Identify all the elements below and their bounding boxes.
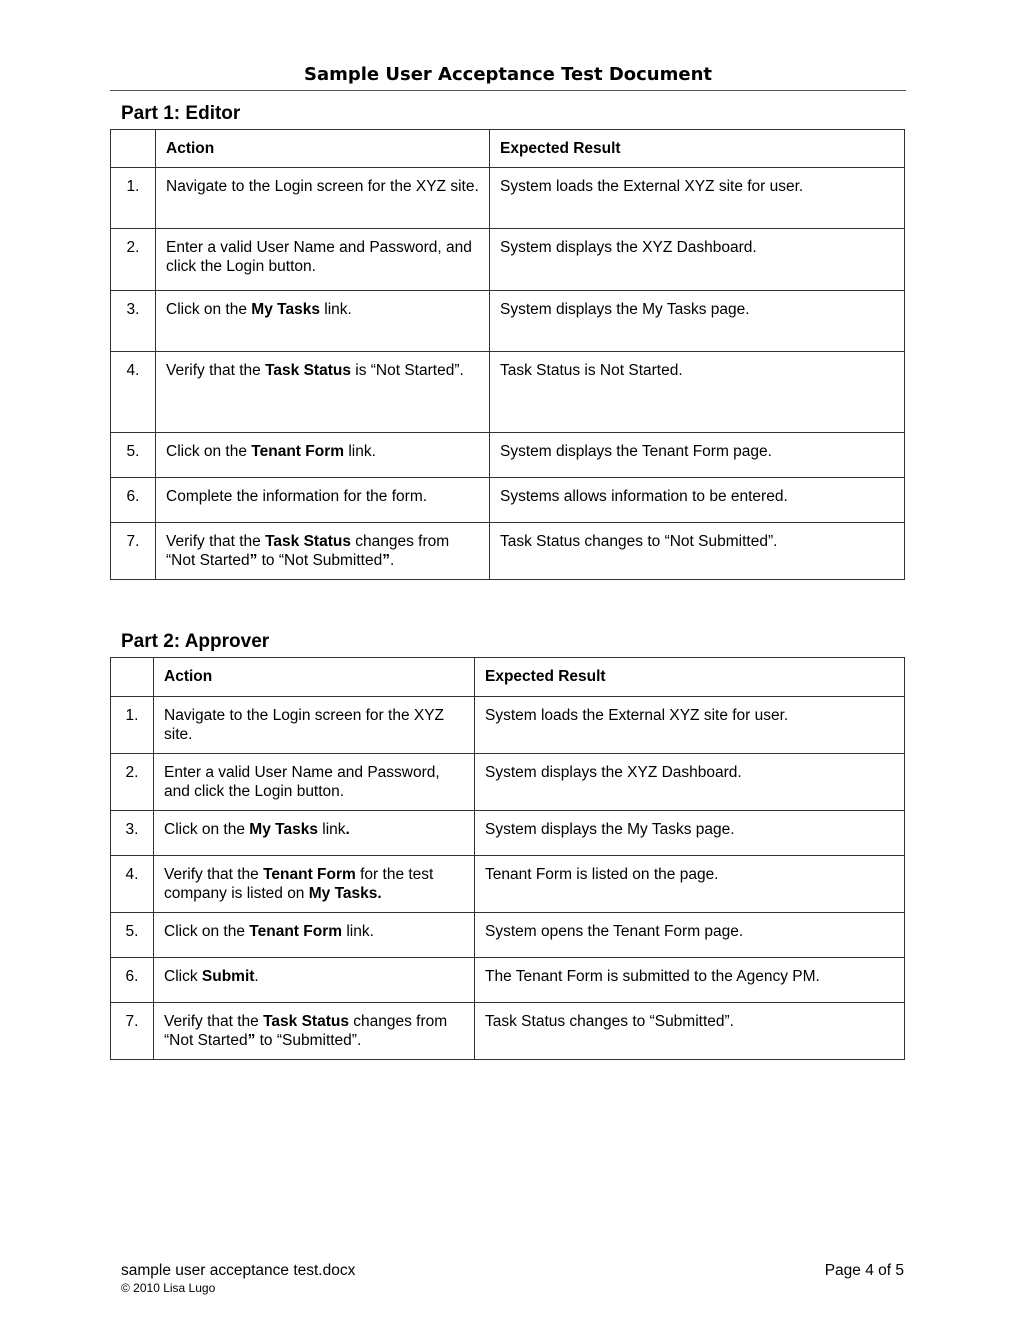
table-row [111,1003,905,1060]
step-number: 7. [111,523,156,580]
number-column-header [111,658,154,697]
step-number: 3. [111,811,154,856]
table-row [111,958,905,1003]
table-row [111,291,905,352]
step-action [156,478,490,523]
part1-table [110,129,905,580]
part1-title: Part 1: Editor [121,103,241,124]
action-text: Complete the information for the form. [166,488,428,505]
action-text: . [254,968,259,985]
expected-result-column-header: Expected Result [490,130,905,168]
step-expected-result: Task Status is Not Started. [490,352,905,433]
action-text: Enter a valid User Name and Password, and click the Login button. [164,764,440,800]
action-text: to “Not Submitted [257,552,383,569]
step-number: 3. [111,291,156,352]
table-row [111,811,905,856]
step-number: 4. [111,352,156,433]
action-text: to “Submitted”. [255,1032,362,1049]
action-text-bold: . [345,821,350,838]
action-text: Click on the [166,301,252,318]
action-text-bold: ” [247,1032,256,1049]
table-row [111,754,905,811]
step-number: 7. [111,1003,154,1060]
step-number: 6. [111,478,156,523]
step-number: 1. [111,168,156,229]
action-text: . [389,552,395,569]
document-title: Sample User Acceptance Test Document [110,62,906,91]
step-action [154,811,475,856]
expected-result-column-header: Expected Result [475,658,905,697]
step-action [156,352,490,433]
action-text-bold: Tenant Form [249,923,343,940]
action-text: changes from “Not Started [166,533,450,569]
step-expected-result: System displays the XYZ Dashboard. [475,754,905,811]
action-text-bold: Tenant Form [251,443,345,460]
action-text: link [317,821,346,838]
action-text: Verify that the [164,866,264,883]
step-expected-result: System displays the My Tasks page. [490,291,905,352]
action-text: Navigate to the Login screen for the XYZ site. [166,178,479,195]
number-column-header [111,130,156,168]
action-text-bold: ” [382,552,390,569]
step-action [154,856,475,913]
step-action [156,433,490,478]
step-action [156,523,490,580]
step-action [156,291,490,352]
footer-copyright: © 2010 Lisa Lugo [121,1281,216,1295]
step-action [154,958,475,1003]
action-text-bold: My Tasks [251,301,320,318]
action-text-bold: My Tasks [249,821,318,838]
step-action [156,229,490,291]
step-expected-result: System displays the XYZ Dashboard. [490,229,905,291]
action-text: Click on the [164,923,250,940]
action-text: for the test company is listed on [164,866,434,902]
step-expected-result: Task Status changes to “Not Submitted”. [490,523,905,580]
table-row [111,433,905,478]
action-text: Click on the [166,443,252,460]
step-number: 5. [111,913,154,958]
action-text: link. [344,443,376,460]
action-column-header: Action [156,130,490,168]
step-action [156,168,490,229]
action-column-header: Action [154,658,475,697]
step-expected-result: Systems allows information to be entered. [490,478,905,523]
action-text: is “Not Started”. [350,362,464,379]
part2-table-body [111,697,905,1060]
step-number: 2. [111,229,156,291]
table-row [111,523,905,580]
step-expected-result: Tenant Form is listed on the page. [475,856,905,913]
step-expected-result: System displays the My Tasks page. [475,811,905,856]
action-text-bold: Tenant Form [263,866,356,883]
action-text-bold: Submit [201,968,255,985]
action-text: Verify that the [166,362,266,379]
step-action [154,697,475,754]
action-text: Click on the [164,821,250,838]
table-row [111,478,905,523]
step-expected-result: The Tenant Form is submitted to the Agency PM. [475,958,905,1003]
part2-title: Part 2: Approver [121,631,270,652]
step-number: 6. [111,958,154,1003]
table-row [111,856,905,913]
action-text-bold: Task Status [265,533,351,550]
action-text-bold: Task Status [265,362,351,379]
action-text-bold: My Tasks. [308,885,382,902]
table-row [111,352,905,433]
footer-page-number: Page 4 of 5 [824,1262,904,1279]
table-row [111,913,905,958]
step-number: 4. [111,856,154,913]
action-text-bold: Task Status [263,1013,349,1030]
step-expected-result: System loads the External XYZ site for user. [490,168,905,229]
action-text: Enter a valid User Name and Password, and click the Login button. [166,239,472,275]
part1-table-body [111,168,905,580]
step-action [154,754,475,811]
action-text: Verify that the [164,1013,264,1030]
step-expected-result: System displays the Tenant Form page. [490,433,905,478]
action-text: link. [342,923,374,940]
footer-filename: sample user acceptance test.docx [121,1262,356,1279]
action-text: link. [319,301,352,318]
action-text: changes from “Not Started [164,1013,448,1049]
step-expected-result: System opens the Tenant Form page. [475,913,905,958]
step-action [154,1003,475,1060]
table-row [111,168,905,229]
action-text-bold: ” [249,552,258,569]
action-text: Click [164,968,202,985]
step-expected-result: System loads the External XYZ site for user. [475,697,905,754]
step-number: 5. [111,433,156,478]
action-text: Navigate to the Login screen for the XYZ site. [164,707,445,743]
step-expected-result: Task Status changes to “Submitted”. [475,1003,905,1060]
step-number: 1. [111,697,154,754]
part1-header-row [111,130,905,168]
part2-table [110,657,905,1060]
action-text: Verify that the [166,533,266,550]
table-row [111,229,905,291]
step-number: 2. [111,754,154,811]
step-action [154,913,475,958]
table-row [111,697,905,754]
part2-header-row [111,658,905,697]
